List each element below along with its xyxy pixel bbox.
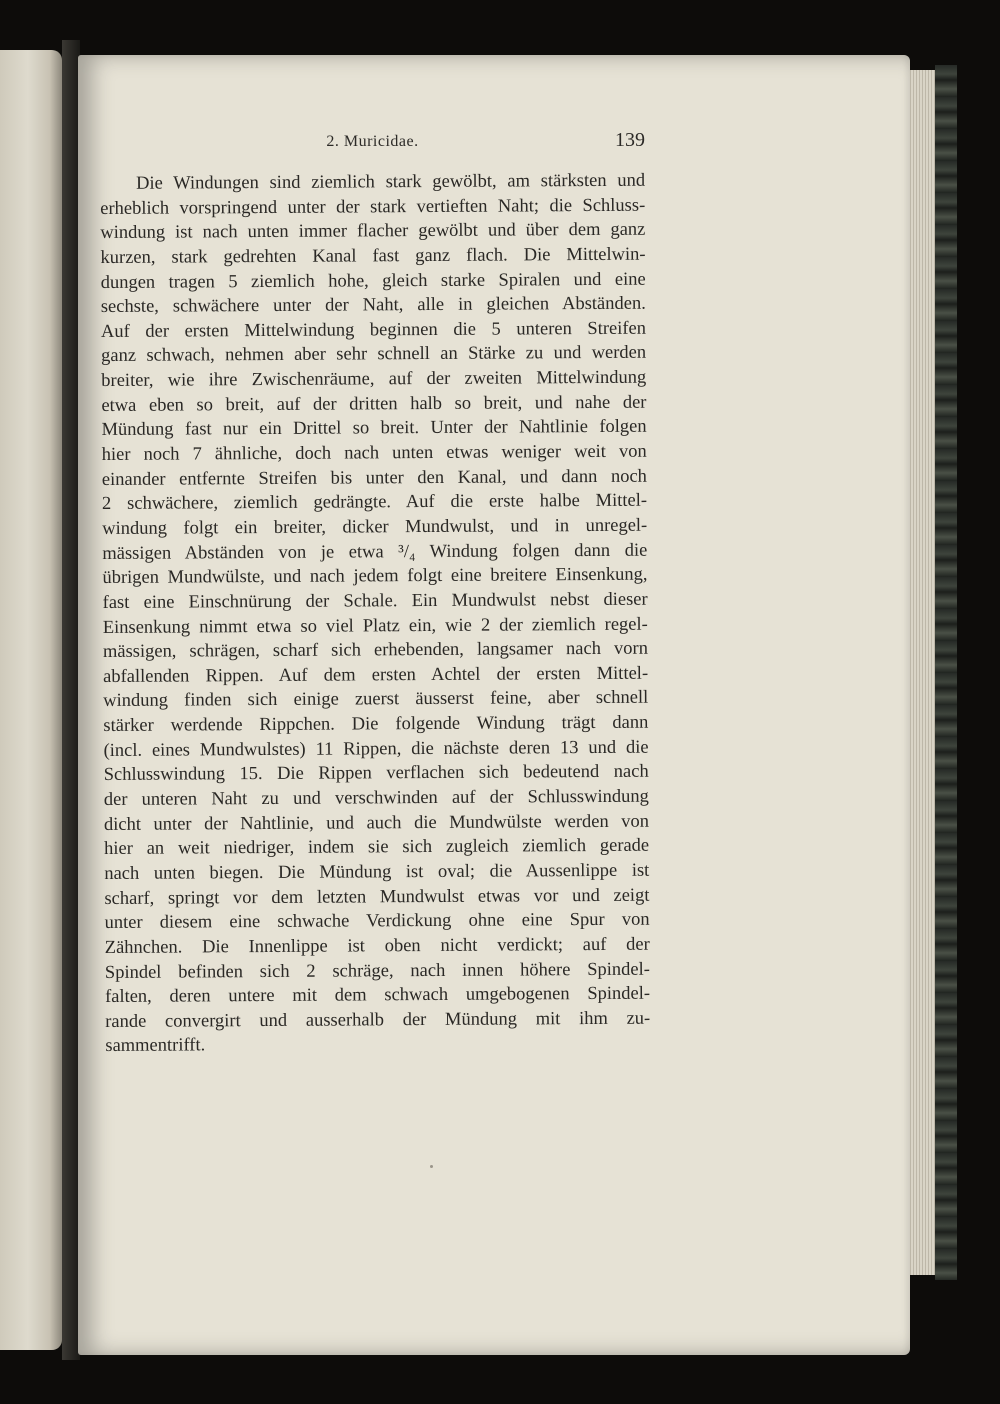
text-line: 2 schwächere, ziemlich gedrängte. Auf die erste halbe Mittel-	[101, 490, 648, 515]
text-line: hier noch 7 ähnliche, doch nach unten etwas weniger weit von	[101, 441, 647, 466]
text-line: übrigen Mundwülste, und nach jedem folgt eine breitere Einsenkung,	[102, 564, 648, 589]
text-line: der unteren Naht zu und verschwinden auf der Schlusswindung	[103, 786, 649, 811]
text-line: etwa eben so breit, auf der dritten halb so breit, und nahe der	[101, 392, 647, 416]
text-line: (incl. eines Mundwulstes) 11 Rippen, die nächste deren 13 und die	[103, 737, 649, 761]
text-line: rande convergirt und ausserhalb der Mündung mit ihm zu-	[105, 1008, 651, 1032]
text-line: sammentrifft.	[105, 1035, 206, 1057]
text-line: unter diesem eine schwache Verdickung ohne eine Spur von	[104, 909, 650, 934]
text-line: fast eine Einschnürung der Schale. Ein Mundwulst nebst dieser	[102, 589, 648, 613]
text-line: abfallenden Rippen. Auf dem ersten Achtel der ersten Mittel-	[103, 663, 649, 687]
text-line: hier an weit niedriger, indem sie sich zugleich ziemlich gerade	[104, 835, 650, 860]
text-line: einander entfernte Streifen bis unter den Kanal, und dann noch	[101, 466, 647, 490]
body-text	[100, 169, 650, 1059]
text-line: Schlusswindung 15. Die Rippen verflachen sich bedeutend nach	[103, 762, 649, 786]
section-title: 2. Muricidae.	[326, 133, 419, 150]
text-line: windung finden sich einige zuerst äusserst feine, aber schnell	[103, 688, 649, 712]
text-line: sechste, schwächere unter der Naht, alle in gleichen Abständen.	[100, 293, 646, 318]
text-line: windung ist nach unten immer flacher gewölbt und über dem ganz	[100, 219, 646, 244]
text-line: mässigen Abständen von je etwa ³/₄ Windung folgen dann die	[102, 540, 648, 564]
text-line: dungen tragen 5 ziemlich hohe, gleich starke Spiralen und eine	[100, 269, 646, 293]
text-line: dicht unter der Nahtlinie, und auch die Mundwülste werden von	[103, 811, 650, 835]
text-line: breiter, wie ihre Zwischenräume, auf der zweiten Mittelwindung	[101, 367, 647, 392]
text-line: Einsenkung nimmt etwa so viel Platz ein, wie 2 der ziemlich regel-	[102, 614, 648, 638]
text-line: falten, deren untere mit dem schwach umgebogenen Spindel-	[104, 983, 651, 1008]
text-line: kurzen, stark gedrehten Kanal fast ganz flach. Die Mittelwin-	[100, 244, 646, 268]
left-page-edge	[0, 50, 62, 1350]
text-line: Zähnchen. Die Innenlippe ist oben nicht verdickt; auf der	[104, 934, 650, 958]
page-number: 139	[615, 129, 645, 151]
text-line: stärker werdende Rippchen. Die folgende Windung trägt dann	[103, 712, 649, 737]
text-line: windung folgt ein breiter, dicker Mundwulst, und in unregel-	[102, 515, 648, 539]
book-cover-edge	[935, 65, 957, 1280]
text-line: mässigen, schrägen, scharf sich erhebenden, langsamer nach vorn	[102, 638, 648, 663]
text-line: erheblich vorspringend unter der stark vertieften Naht; die Schluss-	[100, 195, 646, 219]
text-line: nach unten biegen. Die Mündung ist oval; die Aussenlippe ist	[104, 860, 650, 884]
text-line: Spindel befinden sich 2 schräge, nach innen höhere Spindel-	[104, 959, 650, 983]
paper-speck	[430, 1165, 433, 1168]
text-line: Mündung fast nur ein Drittel so breit. Unter der Nahtlinie folgen	[101, 417, 647, 441]
text-line: Auf der ersten Mittelwindung beginnen die 5 unteren Streifen	[100, 318, 647, 342]
text-line: Die Windungen sind ziemlich stark gewölbt, am stärksten und	[136, 170, 646, 194]
text-line: ganz schwach, nehmen aber sehr schnell an Stärke zu und werden	[101, 343, 647, 367]
text-line: scharf, springt vor dem letzten Mundwulst etwas vor und zeigt	[104, 885, 650, 909]
